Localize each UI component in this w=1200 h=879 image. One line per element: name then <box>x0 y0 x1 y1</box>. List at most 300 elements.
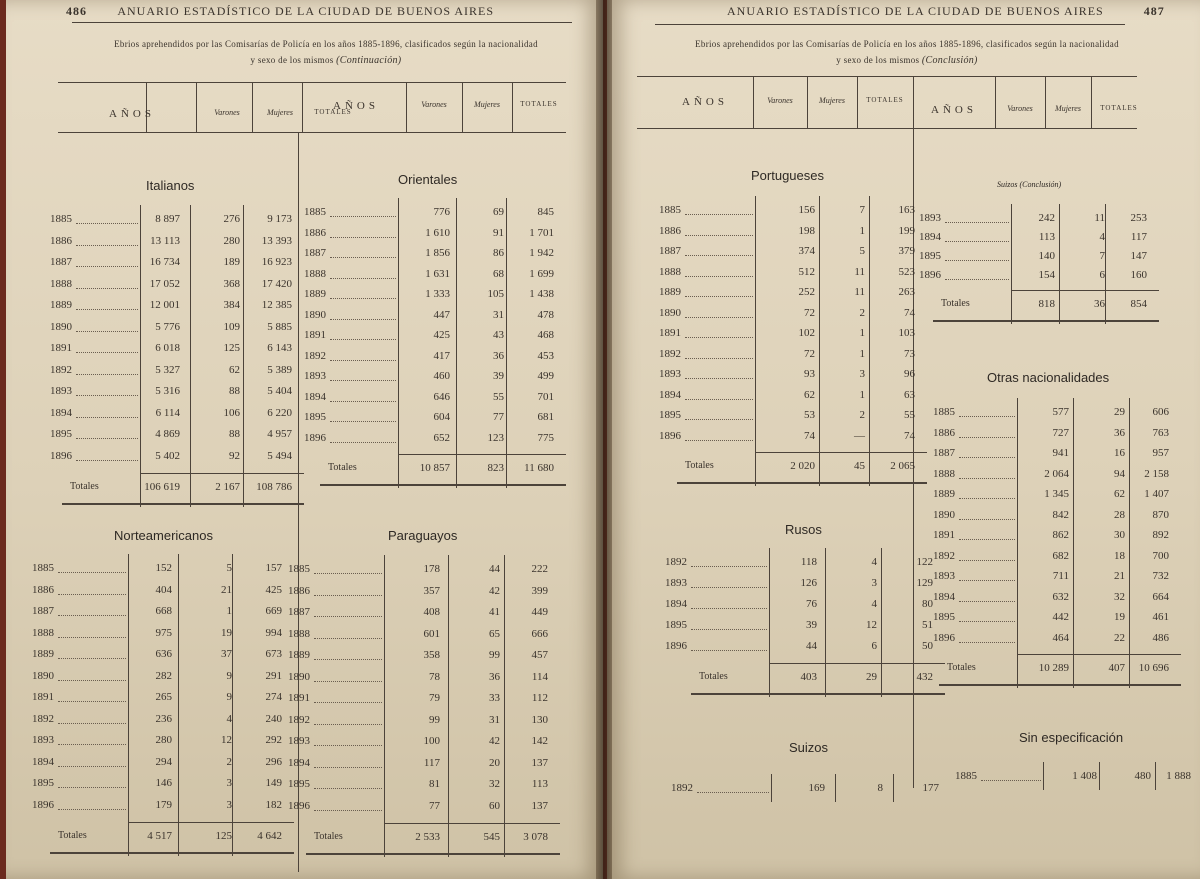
totales-value: 157 <box>265 562 282 574</box>
mujeres-value: 16 <box>1114 447 1125 459</box>
totals-label: Totales <box>947 662 976 673</box>
totales-value: 12 385 <box>261 299 292 311</box>
table-row <box>288 645 564 665</box>
totals-bottom-rule <box>691 693 945 695</box>
mujeres-value: 4 <box>871 598 877 610</box>
table-row <box>50 295 310 315</box>
totals-label: Totales <box>314 831 343 842</box>
mujeres-value: 189 <box>223 256 240 268</box>
row-year: 1896 <box>659 429 681 442</box>
totales-value: 63 <box>904 388 915 401</box>
leader-dots <box>58 723 126 724</box>
table-row <box>288 624 564 644</box>
totals-rule <box>1017 654 1181 655</box>
col-header-mujeres: Mujeres <box>819 96 845 105</box>
row-year: 1885 <box>304 206 326 218</box>
right-page <box>607 0 1200 879</box>
table-row <box>32 644 300 664</box>
row-year: 1894 <box>288 756 310 769</box>
row-year: 1891 <box>304 329 326 341</box>
totales-varones: 818 <box>1038 298 1055 310</box>
totals-row <box>919 294 1165 314</box>
mujeres-value: 109 <box>223 320 240 333</box>
table-row <box>659 344 933 364</box>
totales-value: 763 <box>1152 426 1169 439</box>
totales-mujeres: 125 <box>215 830 232 842</box>
totales-value: 296 <box>265 755 282 768</box>
header-divider <box>196 82 197 132</box>
mujeres-value: 3 <box>226 798 232 811</box>
table-row <box>659 241 933 261</box>
row-year: 1886 <box>288 584 310 597</box>
mujeres-value: 31 <box>489 713 500 726</box>
row-year: 1896 <box>919 269 941 281</box>
mujeres-value: 36 <box>1114 426 1125 439</box>
leader-dots <box>959 580 1015 581</box>
mujeres-value: 2 <box>226 755 232 768</box>
totals-row <box>50 477 310 497</box>
mujeres-value: 33 <box>489 692 500 704</box>
totales-value: 1 701 <box>529 226 554 239</box>
row-year: 1887 <box>659 245 681 257</box>
leader-dots <box>76 374 138 375</box>
header-top-rule <box>58 82 566 83</box>
table-row <box>288 710 564 730</box>
varones-value: 152 <box>155 562 172 574</box>
table-row <box>50 338 310 358</box>
varones-value: 358 <box>423 649 440 661</box>
row-year: 1891 <box>50 342 72 354</box>
row-year: 1885 <box>933 406 955 418</box>
table-row <box>955 766 1200 786</box>
table-row <box>50 381 310 401</box>
varones-value: 126 <box>800 577 817 589</box>
varones-value: 776 <box>433 206 450 218</box>
totales-value: 478 <box>537 308 554 321</box>
totales-value: 113 <box>531 778 548 790</box>
row-year: 1894 <box>659 388 681 401</box>
varones-value: 140 <box>1038 250 1055 262</box>
row-year: 1890 <box>933 508 955 521</box>
row-year: 1894 <box>32 755 54 768</box>
table-row <box>32 601 300 621</box>
totales-varones: 10 857 <box>419 462 450 474</box>
leader-dots <box>314 724 382 725</box>
totales-varones: 4 517 <box>147 830 172 842</box>
varones-value: 862 <box>1052 529 1069 541</box>
header-bottom-rule <box>58 132 566 133</box>
header-divider <box>913 76 914 128</box>
section-title: Rusos <box>785 522 822 537</box>
varones-value: 93 <box>804 368 815 380</box>
table-row <box>659 364 933 384</box>
mujeres-value: 43 <box>493 329 504 341</box>
leader-dots <box>58 637 126 638</box>
row-year: 1889 <box>50 299 72 311</box>
mujeres-value: 105 <box>487 288 504 300</box>
table-row <box>304 325 572 345</box>
table-row <box>665 573 951 593</box>
table-row <box>304 346 572 366</box>
col-header-mujeres: Mujeres <box>267 108 293 117</box>
varones-value: 12 001 <box>149 299 180 311</box>
col-header-totales: TOTALES <box>866 96 904 104</box>
totales-varones: 2 533 <box>415 831 440 843</box>
row-year: 1887 <box>304 247 326 259</box>
row-year: 1894 <box>50 406 72 419</box>
totales-value: 73 <box>904 347 915 360</box>
mujeres-value: 12 <box>866 619 877 631</box>
leader-dots <box>945 222 1009 223</box>
row-year: 1887 <box>32 605 54 617</box>
totales-value: 5 494 <box>267 449 292 462</box>
varones-value: 1 408 <box>1072 770 1097 782</box>
leader-dots <box>945 279 1009 280</box>
mujeres-value: 91 <box>493 226 504 239</box>
leader-dots <box>330 339 396 340</box>
mujeres-value: 6 <box>1099 269 1105 281</box>
varones-value: 236 <box>155 712 172 725</box>
section-title: Orientales <box>398 172 458 187</box>
totales-mujeres: 823 <box>487 462 504 474</box>
col-header-mujeres: Mujeres <box>1055 104 1081 113</box>
leader-dots <box>314 659 382 660</box>
totales-value: 732 <box>1152 570 1169 582</box>
totales-value: 870 <box>1152 508 1169 521</box>
varones-value: 512 <box>798 265 815 278</box>
varones-value: 408 <box>423 606 440 618</box>
totales-value: 5 389 <box>267 363 292 376</box>
totales-value: 4 957 <box>267 428 292 440</box>
leader-dots <box>691 608 767 609</box>
leader-dots <box>330 401 396 402</box>
totales-value: 74 <box>904 429 915 442</box>
table-row <box>288 796 564 816</box>
varones-value: 975 <box>155 626 172 639</box>
table-row <box>304 305 572 325</box>
row-year: 1892 <box>933 549 955 562</box>
varones-value: 154 <box>1038 269 1055 281</box>
varones-value: 242 <box>1038 212 1055 224</box>
column-divider <box>398 198 399 488</box>
totales-total: 854 <box>1130 298 1147 310</box>
mujeres-value: 99 <box>489 649 500 661</box>
section-title: Otras nacionalidades <box>987 370 1110 385</box>
col-header-anos: AÑOS <box>682 96 728 108</box>
totals-row <box>659 456 933 476</box>
table-row <box>665 636 951 656</box>
column-divider <box>893 774 894 802</box>
mujeres-value: 11 <box>1094 212 1105 224</box>
table-row <box>933 423 1187 443</box>
row-year: 1888 <box>304 267 326 280</box>
row-year: 1894 <box>665 598 687 610</box>
row-year: 1896 <box>665 640 687 652</box>
table-row <box>288 731 564 751</box>
totales-value: 1 888 <box>1166 770 1191 782</box>
header-divider <box>146 82 147 132</box>
table-row <box>933 607 1187 627</box>
row-year: 1895 <box>933 611 955 623</box>
leader-dots <box>330 237 396 238</box>
varones-value: 79 <box>429 692 440 704</box>
totales-value: 291 <box>265 669 282 682</box>
mujeres-value: 9 <box>226 669 232 682</box>
row-year: 1888 <box>32 626 54 639</box>
header-bottom-rule <box>637 128 1137 129</box>
row-year: 1886 <box>50 234 72 247</box>
totals-bottom-rule <box>306 853 560 855</box>
varones-value: 668 <box>155 605 172 617</box>
header-divider <box>252 82 253 132</box>
mujeres-value: 11 <box>854 286 865 298</box>
row-year: 1895 <box>665 619 687 631</box>
caption-line2-right: y sexo de los mismos <box>836 55 920 65</box>
table-row <box>288 559 564 579</box>
totales-value: 523 <box>898 265 915 278</box>
column-divider <box>1155 762 1156 790</box>
totales-value: 845 <box>537 206 554 218</box>
leader-dots <box>76 266 138 267</box>
leader-dots <box>959 416 1015 417</box>
totales-value: 606 <box>1152 406 1169 418</box>
totales-mujeres: 545 <box>483 831 500 843</box>
totales-value: 1 699 <box>529 267 554 280</box>
leader-dots <box>330 298 396 299</box>
leader-dots <box>959 478 1015 479</box>
leader-dots <box>959 437 1015 438</box>
totals-label: Totales <box>941 298 970 309</box>
leader-dots <box>685 276 753 277</box>
mujeres-value: 86 <box>493 247 504 259</box>
row-year: 1888 <box>50 277 72 290</box>
table-row <box>32 730 300 750</box>
column-divider <box>504 555 505 857</box>
varones-value: 280 <box>155 734 172 746</box>
leader-dots <box>330 380 396 381</box>
table-row <box>933 464 1187 484</box>
totales-value: 468 <box>537 329 554 341</box>
table-row <box>304 202 572 222</box>
leader-dots <box>691 587 767 588</box>
mujeres-value: 280 <box>223 234 240 247</box>
column-divider <box>232 554 233 856</box>
leader-dots <box>76 395 138 396</box>
caption-note-right: (Conclusión) <box>921 55 978 66</box>
totales-value: 994 <box>265 626 282 639</box>
mujeres-value: 2 <box>859 306 865 319</box>
totales-value: 160 <box>1130 269 1147 281</box>
row-year: 1895 <box>50 428 72 440</box>
mujeres-value: 31 <box>493 308 504 321</box>
leader-dots <box>981 780 1041 781</box>
varones-value: 374 <box>798 245 815 257</box>
leader-dots <box>697 792 769 793</box>
table-row <box>304 407 572 427</box>
table-row <box>50 360 310 380</box>
varones-value: 1 333 <box>425 288 450 300</box>
table-row <box>32 558 300 578</box>
row-year: 1893 <box>32 734 54 746</box>
leader-dots <box>76 223 138 224</box>
row-year: 1893 <box>933 570 955 582</box>
varones-value: 39 <box>806 619 817 631</box>
page-number-right: 487 <box>1143 4 1165 18</box>
table-row <box>288 667 564 687</box>
table-row <box>32 795 300 815</box>
section-title: Sin especificación <box>1019 730 1124 745</box>
table-row <box>32 752 300 772</box>
varones-value: 5 402 <box>155 449 180 462</box>
table-row <box>933 628 1187 648</box>
varones-value: 113 <box>1038 231 1055 243</box>
row-year: 1893 <box>665 577 687 589</box>
totales-value: 274 <box>265 691 282 703</box>
book-spine <box>596 0 612 879</box>
varones-value: 941 <box>1052 447 1069 459</box>
totals-row <box>933 658 1187 678</box>
totales-value: 461 <box>1152 611 1169 623</box>
mujeres-value: 384 <box>223 299 240 311</box>
table-row <box>50 403 310 423</box>
col-header-varones: Varones <box>214 108 240 117</box>
col-header-anos: AÑOS <box>931 104 977 116</box>
totals-bottom-rule <box>933 320 1159 322</box>
leader-dots <box>685 214 753 215</box>
row-year: 1893 <box>304 370 326 382</box>
caption-line1-left: Ebrios aprehendidos por las Comisarías de Policía en los años 1885-1896, clasificados según la nacionalidad <box>114 39 538 49</box>
totales-value: 2 158 <box>1144 467 1169 480</box>
totales-varones: 10 289 <box>1038 662 1069 674</box>
row-year: 1885 <box>32 562 54 574</box>
totals-bottom-rule <box>939 684 1181 686</box>
varones-value: 604 <box>433 411 450 423</box>
varones-value: 842 <box>1052 508 1069 521</box>
totales-total: 2 065 <box>890 460 915 472</box>
totales-total: 3 078 <box>523 831 548 843</box>
mujeres-value: 37 <box>221 648 232 660</box>
totales-total: 432 <box>916 671 933 683</box>
column-divider <box>835 774 836 802</box>
table-row <box>659 323 933 343</box>
leader-dots <box>58 787 126 788</box>
totals-rule <box>1011 290 1159 291</box>
leader-dots <box>76 331 138 332</box>
totales-value: 6 220 <box>267 406 292 419</box>
row-year: 1894 <box>933 590 955 603</box>
varones-value: 442 <box>1052 611 1069 623</box>
mujeres-value: 30 <box>1114 529 1125 541</box>
leader-dots <box>314 767 382 768</box>
totales-value: 137 <box>531 756 548 769</box>
varones-value: 5 327 <box>155 363 180 376</box>
leader-dots <box>314 638 382 639</box>
totales-value: 222 <box>531 563 548 575</box>
varones-value: 357 <box>423 584 440 597</box>
totales-mujeres: 2 167 <box>215 481 240 493</box>
column-divider <box>243 205 244 507</box>
page-number-left: 486 <box>66 4 87 18</box>
totales-value: 1 407 <box>1144 488 1169 500</box>
varones-value: 13 113 <box>150 234 180 247</box>
totals-row <box>665 667 951 687</box>
mujeres-value: 276 <box>223 213 240 225</box>
table-row <box>288 581 564 601</box>
table-row <box>933 484 1187 504</box>
column-divider <box>1099 762 1100 790</box>
mujeres-value: 1 <box>859 347 865 360</box>
totales-value: 122 <box>916 556 933 568</box>
totals-row <box>288 827 564 847</box>
varones-value: 425 <box>433 329 450 341</box>
varones-value: 156 <box>798 204 815 216</box>
mujeres-value: 65 <box>489 627 500 640</box>
leader-dots <box>58 658 126 659</box>
row-year: 1896 <box>32 798 54 811</box>
totales-value: 137 <box>531 799 548 812</box>
running-head-title-right: ANUARIO ESTADÍSTICO DE LA CIUDAD DE BUENOS AIRES <box>727 4 1104 18</box>
totals-label: Totales <box>58 830 87 841</box>
table-row <box>32 773 300 793</box>
table-row <box>50 317 310 337</box>
table-row <box>304 366 572 386</box>
table-row <box>304 428 572 448</box>
mujeres-value: 2 <box>859 409 865 421</box>
table-row <box>659 262 933 282</box>
left-page <box>6 0 603 879</box>
totales-value: 425 <box>265 583 282 596</box>
totales-value: 1 942 <box>529 247 554 259</box>
column-divider <box>506 198 507 488</box>
mujeres-value: — <box>854 429 865 442</box>
varones-value: 72 <box>804 347 815 360</box>
mujeres-value: 9 <box>226 691 232 703</box>
table-row <box>933 505 1187 525</box>
column-divider <box>771 774 772 802</box>
row-year: 1889 <box>32 648 54 660</box>
column-divider <box>1073 398 1074 688</box>
col-header-totales: TOTALES <box>1100 104 1138 112</box>
row-year: 1891 <box>933 529 955 541</box>
mujeres-value: 88 <box>229 428 240 440</box>
varones-value: 464 <box>1052 631 1069 644</box>
row-year: 1890 <box>659 306 681 319</box>
mujeres-value: 18 <box>1114 549 1125 562</box>
column-divider <box>1043 762 1044 790</box>
leader-dots <box>330 442 396 443</box>
leader-dots <box>685 337 753 338</box>
col-header-totales: TOTALES <box>520 100 558 108</box>
varones-value: 652 <box>433 431 450 444</box>
totales-mujeres: 29 <box>866 671 877 683</box>
row-year: 1892 <box>288 713 310 726</box>
section-title: Portugueses <box>751 168 824 183</box>
mujeres-value: 55 <box>493 390 504 403</box>
varones-value: 53 <box>804 409 815 421</box>
row-year: 1895 <box>919 250 941 262</box>
leader-dots <box>685 440 753 441</box>
mujeres-value: 29 <box>1114 406 1125 418</box>
row-year: 1887 <box>50 256 72 268</box>
varones-value: 282 <box>155 669 172 682</box>
mujeres-value: 92 <box>229 449 240 462</box>
column-divider <box>1017 398 1018 688</box>
totales-value: 292 <box>265 734 282 746</box>
totals-label: Totales <box>70 481 99 492</box>
table-row <box>32 666 300 686</box>
leader-dots <box>58 701 126 702</box>
table-row <box>50 446 310 466</box>
